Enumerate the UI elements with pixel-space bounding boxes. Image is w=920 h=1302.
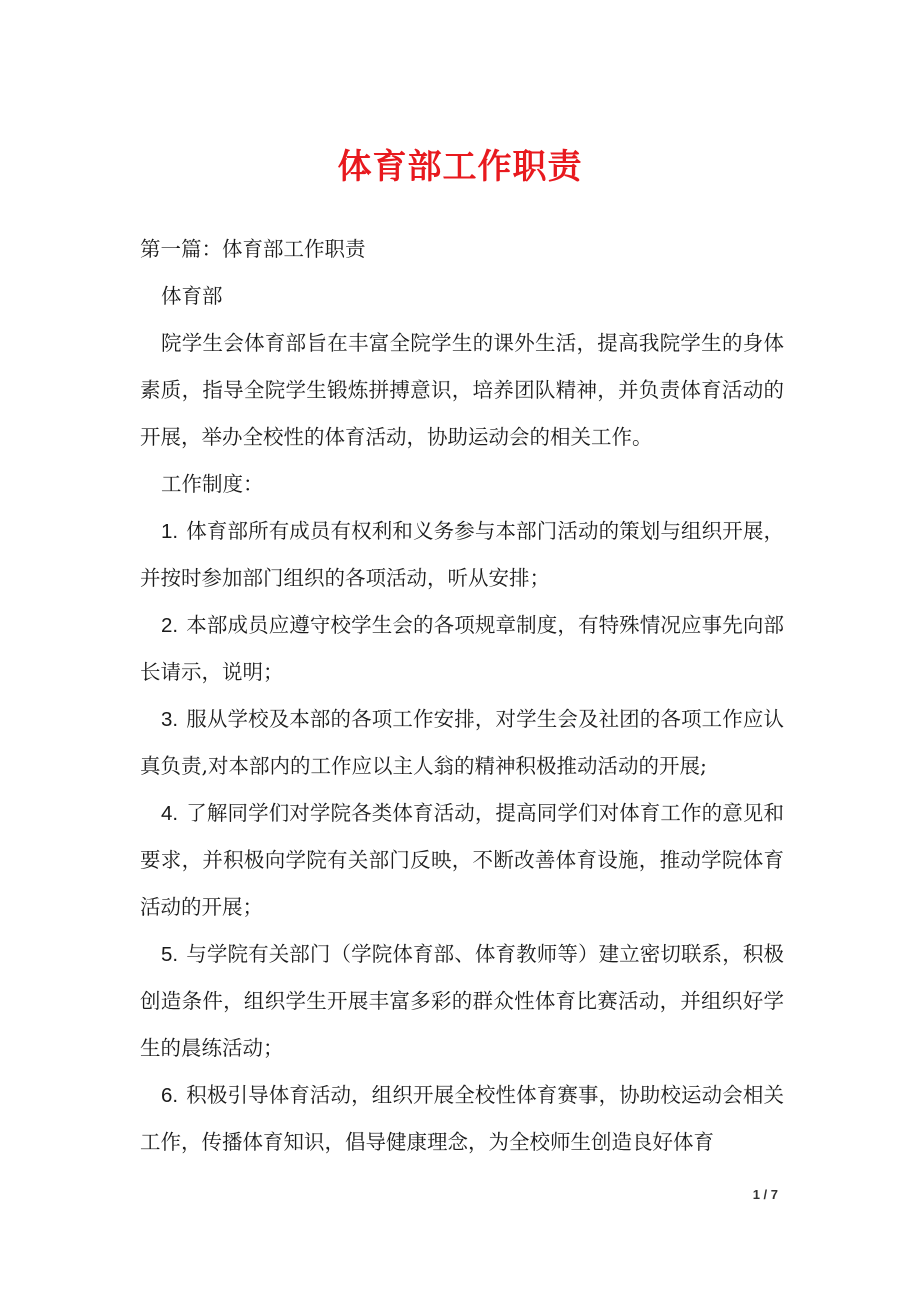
page-indicator: 1 / 7 — [752, 1187, 778, 1202]
rule-item — [140, 1072, 784, 1166]
rule-number: 2. — [161, 614, 179, 637]
rule-text: 了解同学们对学院各类体育活动，提高同学们对体育工作的意见和要求，并积极向学院有关部门反映，不断改善体育设施，推动学院体育活动的开展； — [140, 801, 784, 919]
rule-text: 服从学校及本部的各项工作安排，对学生会及社团的各项工作应认真负责,对本部内的工作应以主人翁的精神积极推动活动的开展; — [140, 707, 784, 778]
section-heading: 第一篇：体育部工作职责 — [140, 237, 366, 261]
rules-heading: 工作制度： — [161, 472, 264, 496]
rule-number: 3. — [161, 708, 179, 731]
rule-item — [140, 508, 784, 602]
rule-text: 与学院有关部门（学院体育部、体育教师等）建立密切联系，积极创造条件，组织学生开展丰富多彩的群众性体育比赛活动，并组织好学生的晨练活动； — [140, 942, 784, 1060]
rule-item — [140, 931, 784, 1072]
rule-item — [140, 602, 784, 696]
document-title: 体育部工作职责 — [337, 147, 583, 187]
rule-number: 1. — [161, 520, 179, 543]
rule-text: 体育部所有成员有权利和义务参与本部门活动的策划与组织开展，并按时参加部门组织的各项活动，听从安排； — [140, 519, 784, 590]
rule-item — [140, 790, 784, 931]
intro-paragraph: 院学生会体育部旨在丰富全院学生的课外生活，提高我院学生的身体素质，指导全院学生锻炼拼搏意识，培养团队精神，并负责体育活动的开展，举办全校性的体育活动，协助运动会的相关工作。 — [140, 331, 784, 449]
document-body — [140, 226, 784, 1166]
rule-item — [140, 696, 784, 790]
rule-text: 本部成员应遵守校学生会的各项规章制度，有特殊情况应事先向部长请示，说明； — [140, 613, 784, 684]
rule-number: 6. — [161, 1084, 179, 1107]
department-label: 体育部 — [161, 284, 223, 308]
rule-number: 4. — [161, 802, 179, 825]
rule-number: 5. — [161, 943, 179, 966]
rule-text: 积极引导体育活动，组织开展全校性体育赛事，协助校运动会相关工作，传播体育知识，倡导健康理念，为全校师生创造良好体育 — [140, 1083, 784, 1154]
